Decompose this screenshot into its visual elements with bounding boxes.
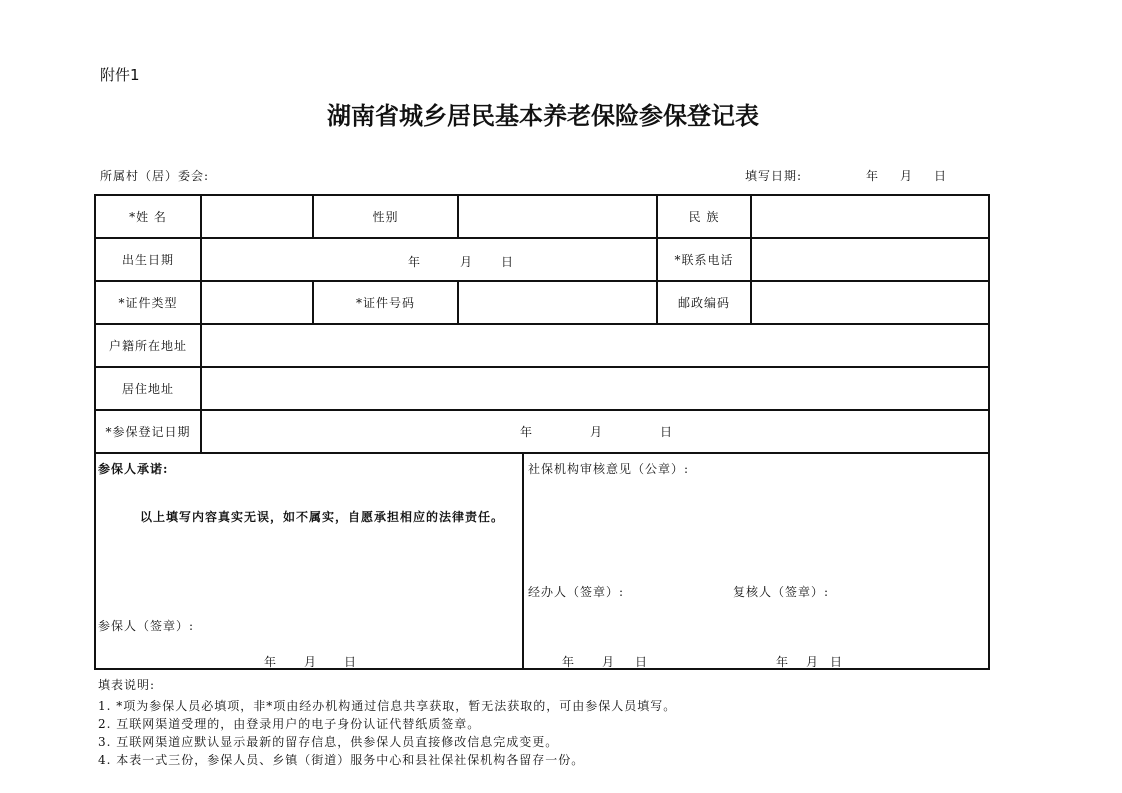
- registration-date-label: *参保登记日期: [105, 425, 191, 439]
- agency-opinion-title: 社保机构审核意见（公章）:: [528, 462, 690, 476]
- attachment-label: 附件1: [100, 66, 140, 84]
- name-label: *姓 名: [129, 210, 167, 224]
- reviewer-signature-label: 复核人（签章）:: [733, 585, 830, 599]
- pledge-title: 参保人承诺:: [98, 462, 169, 476]
- note-item: 1. *项为参保人员必填项，非*项由经办机构通过信息共享获取，暂无法获取的，可由参保人员填写。: [98, 699, 677, 713]
- pledge-text: 以上填写内容真实无误，如不属实，自愿承担相应的法律责任。: [140, 510, 505, 524]
- note-item: 3. 互联网渠道应默认显示最新的留存信息，供参保人员直接修改信息完成变更。: [98, 735, 559, 749]
- note-item: 4. 本表一式三份，参保人员、乡镇（街道）服务中心和县社保社保机构各留存一份。: [98, 753, 585, 767]
- reg-month: 月: [590, 425, 604, 439]
- pledge-day: 日: [344, 655, 358, 669]
- residence-address-field[interactable]: [202, 368, 988, 409]
- birth-date-label: 出生日期: [121, 253, 174, 267]
- village-label: 所属村（居）委会:: [100, 169, 210, 183]
- pledge-year: 年: [264, 655, 278, 669]
- note-item: 2. 互联网渠道受理的，由登录用户的电子身份认证代替纸质签章。: [98, 717, 481, 731]
- birth-year: 年: [408, 255, 422, 269]
- reviewer-year: 年: [776, 655, 790, 669]
- reviewer-day: 日: [830, 655, 844, 669]
- reg-day: 日: [660, 425, 674, 439]
- ethnicity-field[interactable]: [752, 196, 988, 237]
- handler-month: 月: [602, 655, 616, 669]
- household-address-field[interactable]: [202, 325, 988, 366]
- name-field[interactable]: [202, 196, 312, 237]
- registration-date-field[interactable]: [202, 411, 988, 452]
- postal-code-field[interactable]: [752, 282, 988, 323]
- fill-date-day: 日: [934, 169, 948, 183]
- reviewer-month: 月: [806, 655, 820, 669]
- reg-year: 年: [520, 425, 534, 439]
- handler-day: 日: [635, 655, 649, 669]
- handler-signature-label: 经办人（签章）:: [528, 585, 625, 599]
- residence-address-label: 居住地址: [121, 382, 174, 396]
- postal-code-label: 邮政编码: [677, 296, 730, 310]
- fill-date-month: 月: [900, 169, 914, 183]
- gender-field[interactable]: [459, 196, 656, 237]
- phone-field[interactable]: [752, 239, 988, 280]
- gender-label: 性别: [372, 210, 399, 224]
- handler-year: 年: [562, 655, 576, 669]
- birth-date-field[interactable]: [202, 239, 656, 280]
- ethnicity-label: 民 族: [688, 210, 720, 224]
- birth-day: 日: [501, 255, 515, 269]
- page-title: 湖南省城乡居民基本养老保险参保登记表: [327, 101, 759, 130]
- id-type-field[interactable]: [202, 282, 312, 323]
- id-type-label: *证件类型: [118, 296, 178, 310]
- fill-date-label: 填写日期:: [745, 169, 803, 183]
- id-number-label: *证件号码: [355, 296, 415, 310]
- phone-label: *联系电话: [674, 253, 734, 267]
- id-number-field[interactable]: [459, 282, 656, 323]
- birth-month: 月: [460, 255, 474, 269]
- notes-title: 填表说明:: [98, 678, 156, 692]
- pledge-month: 月: [304, 655, 318, 669]
- household-address-label: 户籍所在地址: [108, 339, 187, 353]
- fill-date-year: 年: [866, 169, 880, 183]
- applicant-signature-label: 参保人（签章）:: [98, 619, 195, 633]
